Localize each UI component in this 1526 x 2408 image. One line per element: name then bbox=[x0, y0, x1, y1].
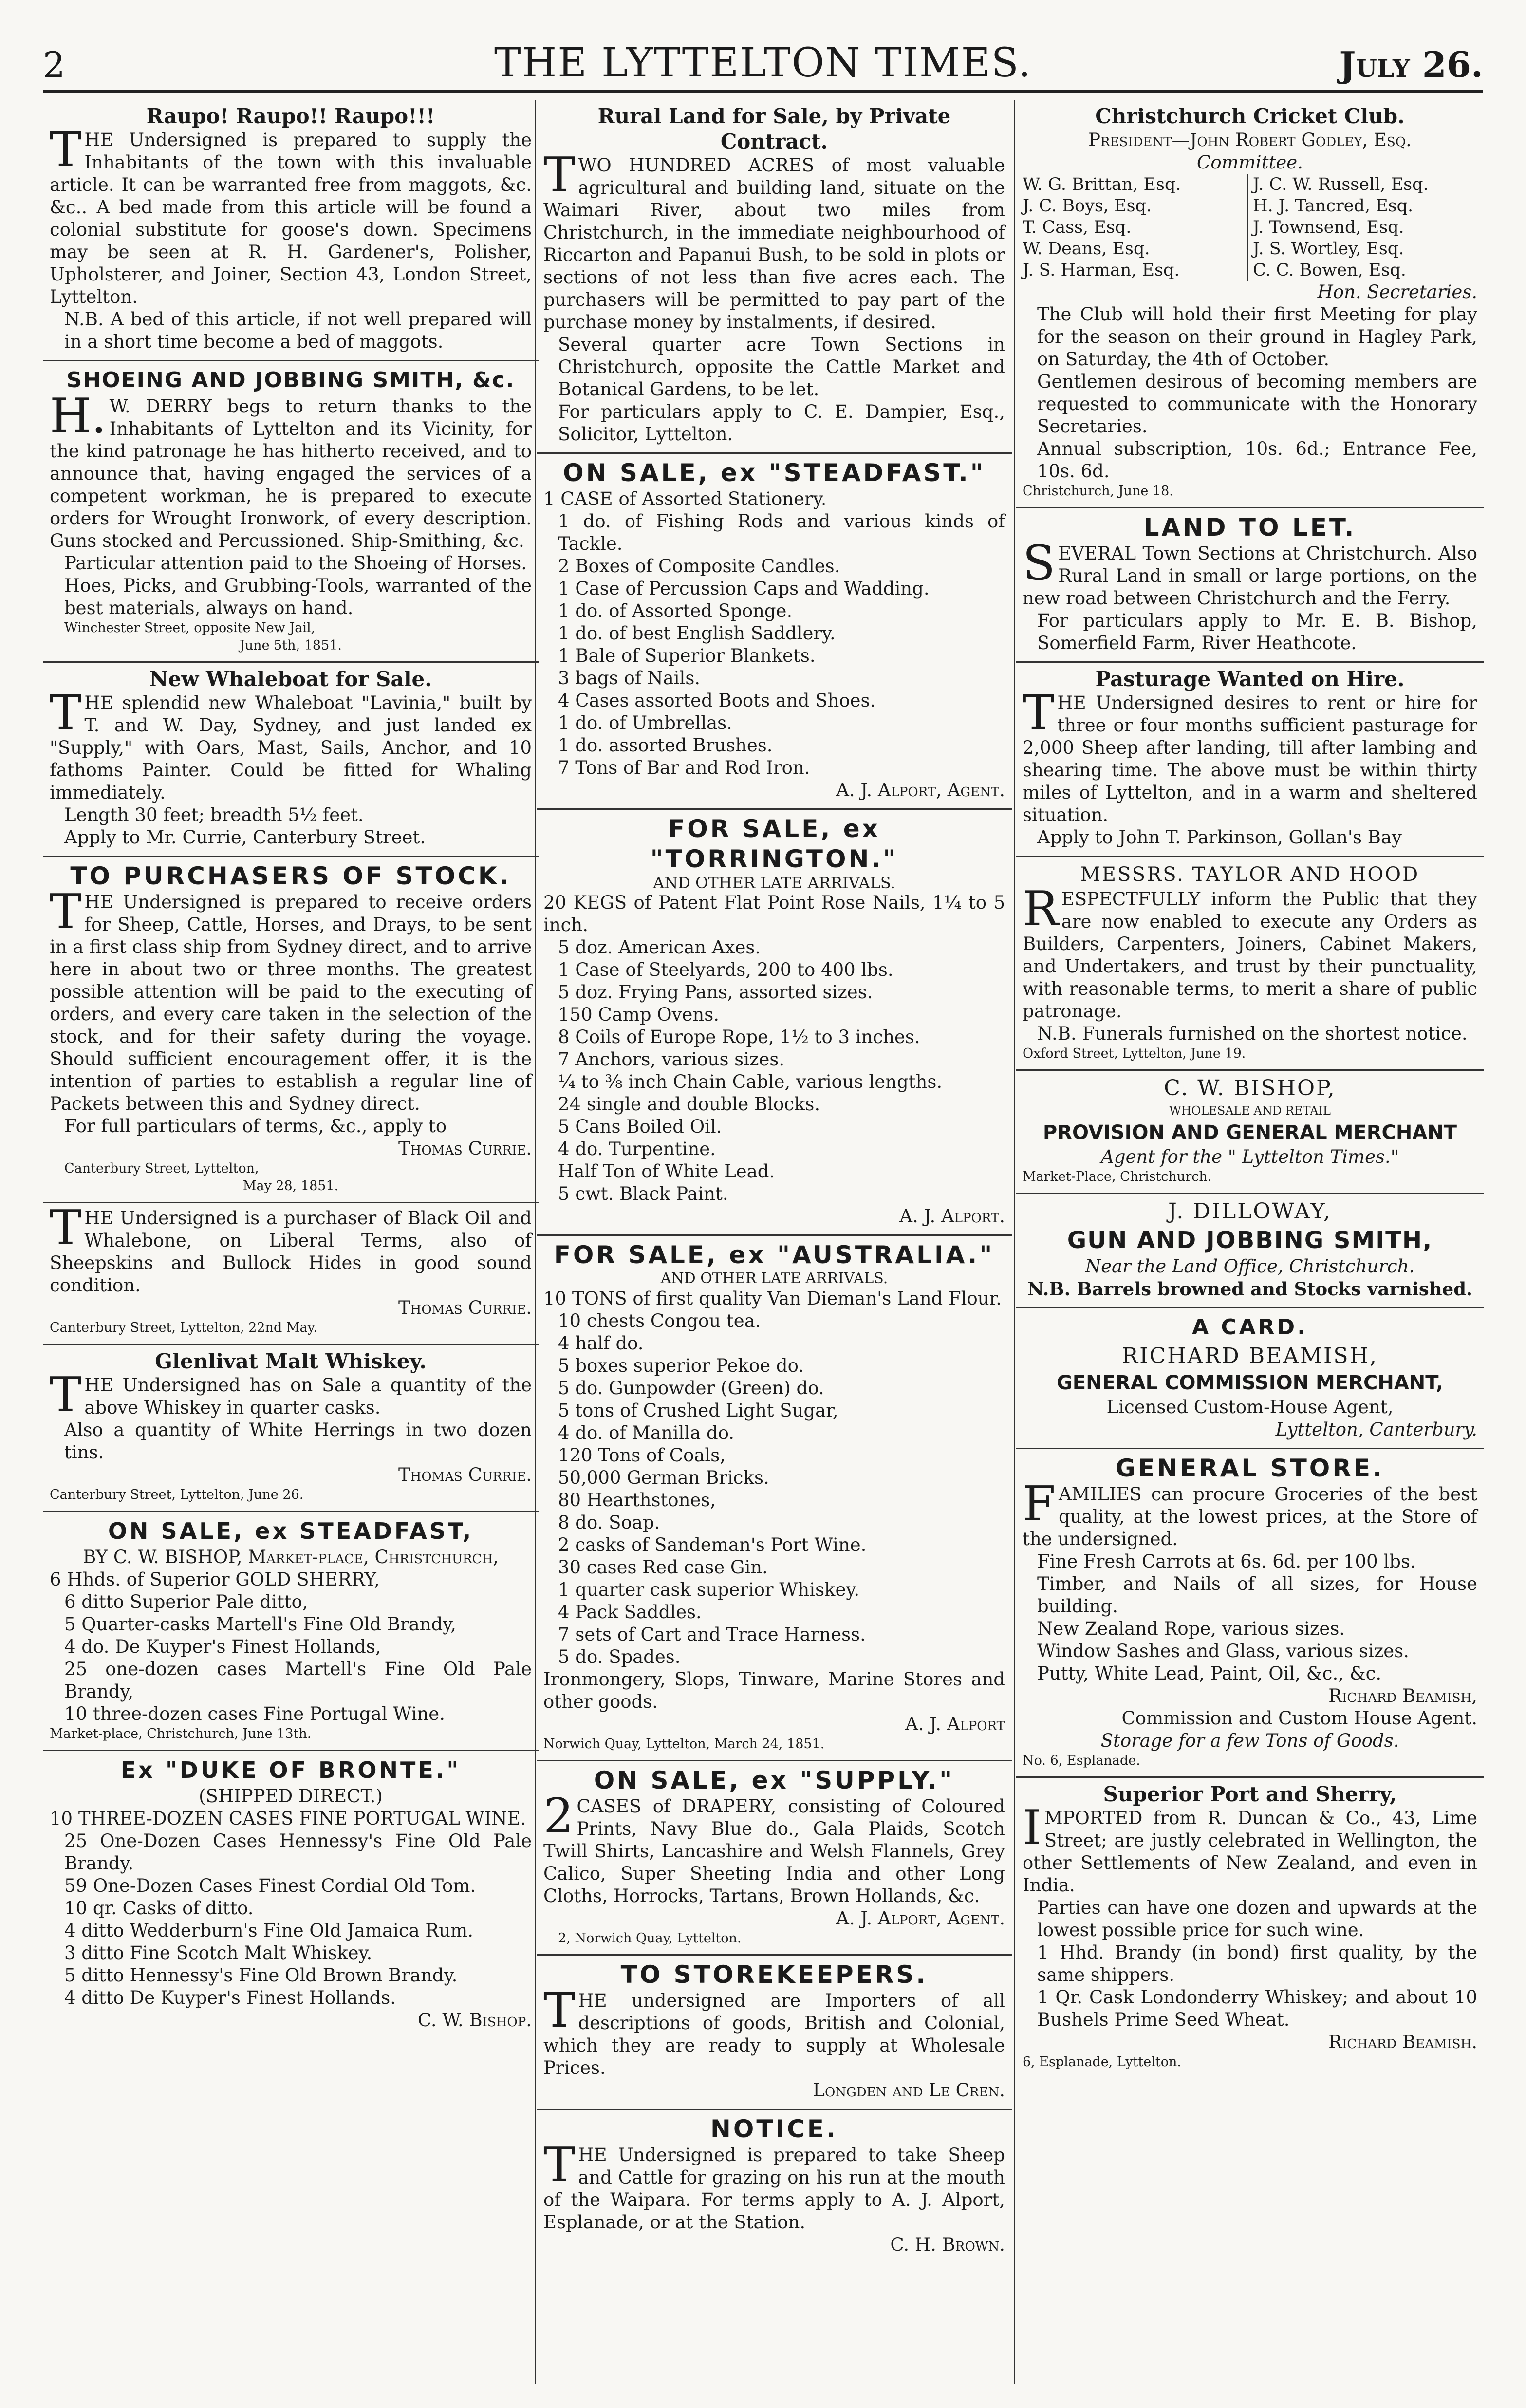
ad-text: Length 30 feet; breadth 5½ feet. bbox=[64, 804, 364, 825]
list-item: J. C. W. Russell, Esq. bbox=[1253, 175, 1429, 194]
ad-body: THE Undersigned has on Sale a quantity of the above Whiskey in quarter casks. bbox=[50, 1367, 532, 1423]
ad-item: 1 CASE of Assorted Stationery. bbox=[543, 488, 827, 509]
list-item: C. C. Bowen, Esq. bbox=[1253, 261, 1406, 280]
ad-item: 7 sets of Cart and Trace Harness. bbox=[558, 1624, 866, 1645]
ad-address: Christchurch, June 18. bbox=[1023, 484, 1173, 499]
ad-president: President—John Robert Godley, Esq. bbox=[1088, 130, 1412, 150]
ad-subtitle: AND OTHER LATE ARRIVALS. bbox=[653, 874, 895, 892]
ad-address: Norwich Quay, Lyttelton, March 24, 1851. bbox=[543, 1736, 825, 1752]
ad-signature: A. J. Alport bbox=[905, 1714, 1005, 1735]
ad-item: 4 Cases assorted Boots and Shoes. bbox=[558, 690, 876, 711]
ad-item: 5 cwt. Black Paint. bbox=[558, 1183, 728, 1204]
committee-left bbox=[1023, 174, 1247, 281]
ad-item: 5 doz. American Axes. bbox=[558, 937, 761, 958]
ad-item: 5 do. Spades. bbox=[558, 1646, 681, 1667]
ad-signature: Richard Beamish. bbox=[1328, 2032, 1477, 2053]
ad-trade: GENERAL COMMISSION MERCHANT, bbox=[1056, 1372, 1444, 1394]
ad-signature: Thomas Currie. bbox=[398, 1138, 532, 1159]
ad-item: 5 boxes superior Pekoe do. bbox=[558, 1355, 804, 1376]
ad-body: THE Undersigned is prepared to take Sheep and Cattle for grazing on his run at the mouth of the Waipara. For terms apply to A. J. Alport, Esplanade, or at the Station. bbox=[543, 2137, 1005, 2233]
ad-subtitle: WHOLESALE AND RETAIL bbox=[1169, 1104, 1331, 1118]
ad-storekeepers bbox=[537, 1956, 1012, 2110]
ad-item: Ironmongery, Slops, Tinware, Marine Stores and other goods. bbox=[543, 1669, 1005, 1712]
ad-item: 1 do. of Fishing Rods and various kinds of Tackle. bbox=[558, 511, 1005, 554]
ad-title: NOTICE. bbox=[710, 2115, 838, 2143]
ad-signature: Thomas Currie. bbox=[398, 1464, 532, 1485]
ad-oil bbox=[43, 1200, 539, 1345]
ad-title: Superior Port and Sherry, bbox=[1103, 1782, 1397, 1806]
ad-item: Fine Fresh Carrots at 6s. 6d. per 100 lbs. bbox=[1037, 1551, 1416, 1572]
masthead bbox=[43, 29, 1483, 93]
ad-signature: Thomas Currie. bbox=[398, 1297, 532, 1318]
ad-note: N.B. A bed of this article, if not well prepared will in a short time become a bed of maggots. bbox=[64, 309, 532, 352]
ad-address: 6, Esplanade, Lyttelton. bbox=[1023, 2054, 1181, 2070]
ad-text: For full particulars of terms, &c., apply to bbox=[64, 1116, 447, 1137]
newspaper-title: THE LYTTELTON TIMES. bbox=[494, 40, 1032, 86]
ad-item: 4 Pack Saddles. bbox=[558, 1602, 702, 1623]
ad-title: FOR SALE, ex "TORRINGTON." bbox=[650, 815, 898, 873]
ad-item: New Zealand Rope, various sizes. bbox=[1037, 1618, 1345, 1639]
ad-steadfast-sherry bbox=[43, 1512, 539, 1751]
ad-body: RESPECTFULLY inform the Public that they are now enabled to execute any Orders as Builders, Carpenters, Joiners, Cabinet Makers, and Undertakers, and trust by their punctuality, with reasonable terms, to merit a share of public patronage. bbox=[1023, 881, 1477, 1022]
ad-item: 59 One-Dozen Cases Finest Cordial Old Tom. bbox=[64, 1875, 476, 1896]
ad-text: Gentlemen desirous of becoming members are requested to communicate with the Honorary Secretaries. bbox=[1037, 371, 1477, 437]
ad-item: 10 THREE-DOZEN CASES FINE PORTUGAL WINE. bbox=[50, 1808, 526, 1829]
ad-item: 6 ditto Superior Pale ditto, bbox=[64, 1591, 308, 1612]
ad-body: THE Undersigned is prepared to receive orders for Sheep, Cattle, Horses, and Drays, to be sent in a first class ship from Sydney direct, and to arrive here in about two or three months. The greatest possible attention will be paid to the executing of orders, and every care taken in the selection of the stock, and for their safety during the voyage. Should sufficient encouragement offer, it is the intention of parties to establish a regular line of Packets between this and Sydney direct. bbox=[50, 884, 532, 1114]
ad-item: 10 chests Congou tea. bbox=[558, 1310, 761, 1331]
ad-general-store bbox=[1016, 1449, 1484, 1778]
ad-item: 3 bags of Nails. bbox=[558, 668, 701, 689]
ad-body: THE splendid new Whaleboat "Lavinia," built by T. and W. Day, Sydney, and just landed ex "Supply," with Oars, Mast, Sails, Anchor, and 10 fathoms Painter. Could be fitted for Whaling immediately. bbox=[50, 685, 532, 803]
ad-text: Parties can have one dozen and upwards at the lowest possible price for such wine. bbox=[1037, 1897, 1477, 1941]
list-item: J. C. Boys, Esq. bbox=[1023, 196, 1152, 216]
ad-signature: A. J. Alport. bbox=[899, 1206, 1005, 1227]
ad-item: 8 do. Soap. bbox=[558, 1512, 660, 1533]
ad-item: 25 One-Dozen Cases Hennessy's Fine Old Pale Brandy. bbox=[64, 1830, 532, 1874]
ad-note: N.B. Barrels browned and Stocks varnished. bbox=[1027, 1278, 1472, 1300]
ad-item: 25 one-dozen cases Martell's Fine Old Pale Brandy, bbox=[64, 1659, 532, 1702]
ad-supply bbox=[537, 1761, 1012, 1956]
ad-taylor-hood bbox=[1016, 857, 1484, 1071]
ad-item: Half Ton of White Lead. bbox=[558, 1161, 775, 1182]
ad-address: Market-place, Christchurch, June 13th. bbox=[50, 1726, 312, 1741]
ad-address: Market-Place, Christchurch. bbox=[1023, 1169, 1212, 1184]
ad-item: 5 tons of Crushed Light Sugar, bbox=[558, 1400, 838, 1421]
ad-item: 120 Tons of Coals, bbox=[558, 1445, 726, 1466]
column-2 bbox=[537, 100, 1012, 2384]
list-item: J. S. Wortley, Esq. bbox=[1253, 239, 1404, 259]
ad-item: 5 Quarter-casks Martell's Fine Old Brandy, bbox=[64, 1614, 456, 1635]
list-item: W. Deans, Esq. bbox=[1023, 239, 1150, 259]
ad-item: 1 quarter cask superior Whiskey. bbox=[558, 1579, 860, 1600]
ad-body: SEVERAL Town Sections at Christchurch. Also Rural Land in small or large portions, on the new road between Christchurch and the Ferry. bbox=[1023, 536, 1477, 609]
ad-steadfast bbox=[537, 454, 1012, 810]
ad-address: Canterbury Street, Lyttelton, June 26. bbox=[50, 1487, 304, 1502]
ad-body: 2CASES of DRAPERY, consisting of Coloured Prints, Navy Blue do., Gala Plaids, Scotch Twill Shirts, Lancashire and Welsh Flannels, Grey Calico, Super Sheeting India and other Long Cloths, Horrocks, Tartans, Brown Hollands, &c. bbox=[543, 1789, 1005, 1906]
ad-text: For particulars apply to Mr. E. B. Bishop, Somerfield Farm, River Heathcote. bbox=[1037, 610, 1477, 653]
ad-item: 3 ditto Fine Scotch Malt Whiskey. bbox=[64, 1942, 372, 1963]
ad-title: ON SALE, ex "SUPPLY." bbox=[594, 1766, 955, 1794]
ad-item: 10 three-dozen cases Fine Portugal Wine. bbox=[64, 1703, 445, 1724]
ad-text: 1 Hhd. Brandy (in bond) first quality, by the same shippers. bbox=[1037, 1942, 1477, 1985]
ad-address: Oxford Street, Lyttelton, June 19. bbox=[1023, 1046, 1246, 1061]
ad-title: Ex "DUKE OF BRONTE." bbox=[120, 1757, 461, 1783]
ad-signature-title: Commission and Custom House Agent. bbox=[1121, 1708, 1477, 1729]
ad-raupo bbox=[43, 100, 539, 361]
ad-licence: Licensed Custom-House Agent, bbox=[1106, 1397, 1394, 1418]
ad-item: 5 doz. Frying Pans, assorted sizes. bbox=[558, 982, 873, 1003]
ad-title: A CARD. bbox=[1192, 1315, 1308, 1340]
ad-title: Glenlivat Malt Whiskey. bbox=[155, 1349, 427, 1373]
ad-title: Raupo! Raupo!! Raupo!!! bbox=[146, 104, 435, 128]
committee-list bbox=[1023, 174, 1477, 281]
ad-committee-label: Committee. bbox=[1197, 152, 1303, 173]
list-item: T. Cass, Esq. bbox=[1023, 218, 1132, 237]
ad-card bbox=[1016, 1308, 1484, 1449]
ad-item: 4 ditto Wedderburn's Fine Old Jamaica Rum. bbox=[64, 1920, 473, 1941]
ad-item: 10 TONS of first quality Van Dieman's Land Flour. bbox=[543, 1288, 1002, 1309]
ad-title: J. DILLOWAY, bbox=[1168, 1199, 1332, 1224]
ad-item: 7 Tons of Bar and Rod Iron. bbox=[558, 757, 810, 778]
ad-text: Particular attention paid to the Shoeing of Horses. bbox=[64, 553, 527, 574]
ad-place: Lyttelton, Canterbury. bbox=[1275, 1419, 1477, 1440]
ad-item: 4 do. Turpentine. bbox=[558, 1139, 716, 1159]
ad-text: Several quarter acre Town Sections in Christchurch, opposite the Cattle Market and Botanical Gardens, to be let. bbox=[558, 334, 1005, 400]
ad-body: TWO HUNDRED ACRES of most valuable agricultural and building land, situate on the Waimari River, about two miles from Christchurch, in the immediate neighbourhood of Riccarton and Papanui Bush, to be sold in plots or sections of not less than five acres each. The purchasers will be permitted to pay part of the purchase money by instalments, if desired. bbox=[543, 148, 1005, 333]
ad-title: ON SALE, ex "STEADFAST." bbox=[563, 459, 986, 487]
ad-item: ¼ to ⅜ inch Chain Cable, various lengths. bbox=[558, 1071, 943, 1092]
ad-address: No. 6, Esplanade. bbox=[1023, 1753, 1140, 1768]
ad-item: 80 Hearthstones, bbox=[558, 1490, 716, 1511]
ad-trade: GUN AND JOBBING SMITH, bbox=[1067, 1227, 1433, 1254]
committee-right bbox=[1247, 174, 1477, 281]
ad-address: Winchester Street, opposite New Jail, bbox=[64, 620, 316, 635]
ad-item: 50,000 German Bricks. bbox=[558, 1467, 769, 1488]
ad-signature: A. J. Alport, Agent. bbox=[836, 780, 1005, 801]
ad-signature: C. H. Brown. bbox=[890, 2234, 1005, 2255]
ad-item: Timber, and Nails of all sizes, for House building. bbox=[1037, 1573, 1477, 1617]
ad-item: 2 Boxes of Composite Candles. bbox=[558, 556, 840, 577]
ad-body: THE Undersigned desires to rent or hire for three or four months sufficient pasturage for 2,000 Sheep after landing, till after lambing and shearing time. The above must be within thirty miles of Lyttelton, and in a warm and sheltered situation. bbox=[1023, 685, 1477, 825]
ad-item: 4 do. of Manilla do. bbox=[558, 1422, 735, 1443]
ad-item: 5 do. Gunpowder (Green) do. bbox=[558, 1378, 824, 1399]
ad-item: 4 ditto De Kuyper's Finest Hollands. bbox=[64, 1987, 396, 2008]
ad-body: THE Undersigned is prepared to supply the Inhabitants of the town with this invaluable article. It can be warranted free from maggots, &c. &c.. A bed made from this article will be found a colonial substitute for goose's down. Specimens may be seen at R. H. Gardener's, Polisher, Upholsterer, and Joiner, Section 43, London Street, Lyttelton. bbox=[50, 122, 532, 307]
ad-title: LAND TO LET. bbox=[1143, 513, 1357, 541]
ad-subtitle: (SHIPPED DIRECT.) bbox=[199, 1786, 383, 1807]
ad-title: TO STOREKEEPERS. bbox=[620, 1960, 928, 1989]
ad-text: Apply to Mr. Currie, Canterbury Street. bbox=[64, 827, 426, 848]
ad-address: Canterbury Street, Lyttelton, bbox=[64, 1161, 259, 1176]
ad-item: 5 ditto Hennessy's Fine Old Brown Brandy. bbox=[64, 1965, 458, 1986]
list-item: J. S. Harman, Esq. bbox=[1023, 261, 1180, 280]
ad-trade: PROVISION AND GENERAL MERCHANT bbox=[1042, 1121, 1457, 1144]
list-item: W. G. Brittan, Esq. bbox=[1023, 175, 1181, 194]
ad-pasturage bbox=[1016, 663, 1484, 857]
ad-signature: Longden and Le Cren. bbox=[813, 2080, 1005, 2101]
ad-item: 1 do. assorted Brushes. bbox=[558, 735, 773, 756]
ad-dilloway bbox=[1016, 1194, 1484, 1308]
ad-signature: Richard Beamish, bbox=[1328, 1685, 1477, 1706]
ad-note: N.B. Funerals furnished on the shortest notice. bbox=[1037, 1023, 1468, 1044]
ad-title: New Whaleboat for Sale. bbox=[149, 667, 432, 691]
ad-item: 1 Bale of Superior Blankets. bbox=[558, 645, 816, 666]
ad-land-to-let bbox=[1016, 508, 1484, 663]
ad-date: May 28, 1851. bbox=[242, 1178, 339, 1194]
ad-bishop bbox=[1016, 1071, 1484, 1194]
ad-body: FAMILIES can procure Groceries of the best quality, at the lowest prices, at the Store of the undersigned. bbox=[1023, 1476, 1477, 1549]
ad-body: THE undersigned are Importers of all descriptions of goods, British and Colonial, which they are ready to supply at Wholesale Prices. bbox=[543, 1983, 1005, 2078]
ad-stock bbox=[43, 857, 539, 1203]
ad-seller: BY C. W. BISHOP, Market-place, Christchurch, bbox=[83, 1547, 499, 1568]
ad-body: THE Undersigned is a purchaser of Black Oil and Whalebone, on Liberal Terms, also of Sheepskins and Bullock Hides in good sound condition. bbox=[50, 1200, 532, 1296]
ad-item: 24 single and double Blocks. bbox=[558, 1094, 820, 1115]
ad-title: Rural Land for Sale, by Private Contract. bbox=[597, 104, 951, 153]
ad-title: C. W. BISHOP, bbox=[1164, 1076, 1336, 1101]
ad-body: IMPORTED from R. Duncan & Co., 43, Lime Street; are justly celebrated in Wellington, the other Settlements of New Zealand, and even in India. bbox=[1023, 1800, 1477, 1896]
ad-body: H.W. DERRY begs to return thanks to the Inhabitants of Lyttelton and its Vicinity, for the kind patronage he has hitherto received, and to announce that, having engaged the services of a competent workman, he is prepared to execute orders for Wrought Ironwork, of every description. Guns stocked and Percussioned. Ship-Smithing, &c. bbox=[50, 389, 532, 551]
ad-item: 8 Coils of Europe Rope, 1½ to 3 inches. bbox=[558, 1027, 920, 1047]
page-number: 2 bbox=[43, 44, 65, 85]
ad-item: 1 do. of best English Saddlery. bbox=[558, 623, 836, 644]
ad-item: 1 do. of Assorted Sponge. bbox=[558, 600, 793, 621]
ad-date: June 5th, 1851. bbox=[239, 638, 342, 653]
ad-address: 2, Norwich Quay, Lyttelton. bbox=[558, 1931, 742, 1946]
ad-whaleboat bbox=[43, 663, 539, 857]
ad-item: 10 qr. Casks of ditto. bbox=[64, 1898, 254, 1919]
ad-item: 20 KEGS of Patent Flat Point Rose Nails, 1¼ to 5 inch. bbox=[543, 892, 1005, 935]
ad-secretaries: Hon. Secretaries. bbox=[1317, 281, 1477, 302]
list-item: J. Townsend, Esq. bbox=[1253, 218, 1404, 237]
ad-storage: Storage for a few Tons of Goods. bbox=[1100, 1730, 1399, 1751]
ad-title: GENERAL STORE. bbox=[1116, 1454, 1384, 1482]
ad-title: MESSRS. TAYLOR AND HOOD bbox=[1080, 863, 1420, 886]
column-1 bbox=[43, 100, 539, 2384]
ad-body: The Club will hold their first Meeting for play for the season on their ground in Hagley Park, on Saturday, the 4th of October. bbox=[1037, 304, 1477, 370]
ad-bronte bbox=[43, 1751, 539, 2038]
ad-text: Apply to John T. Parkinson, Gollan's Bay bbox=[1037, 827, 1402, 848]
issue-date: July 26. bbox=[1339, 44, 1483, 85]
ad-australia bbox=[537, 1236, 1012, 1761]
ad-item: 2 casks of Sandeman's Port Wine. bbox=[558, 1534, 867, 1555]
ad-notice bbox=[537, 2110, 1012, 2263]
ad-item: 150 Camp Ovens. bbox=[558, 1004, 719, 1025]
ad-smith bbox=[43, 361, 539, 663]
ad-item: Putty, White Lead, Paint, Oil, &c., &c. bbox=[1037, 1663, 1382, 1684]
ad-location: Near the Land Office, Christchurch. bbox=[1085, 1256, 1415, 1277]
ad-cricket-club bbox=[1016, 100, 1484, 508]
ad-title: Christchurch Cricket Club. bbox=[1095, 104, 1405, 128]
ad-item: 1 Case of Steelyards, 200 to 400 lbs. bbox=[558, 959, 893, 980]
ad-text: For particulars apply to C. E. Dampier, Esq., Solicitor, Lyttelton. bbox=[558, 401, 1005, 445]
column-rule bbox=[1014, 100, 1015, 2384]
list-item: H. J. Tancred, Esq. bbox=[1253, 196, 1414, 216]
ad-text: Annual subscription, 10s. 6d.; Entrance Fee, 10s. 6d. bbox=[1037, 438, 1477, 482]
ad-whiskey bbox=[43, 1345, 539, 1512]
ad-item: 30 cases Red case Gin. bbox=[558, 1557, 768, 1578]
ad-subtitle: AND OTHER LATE ARRIVALS. bbox=[660, 1270, 888, 1287]
column-3 bbox=[1016, 100, 1484, 2384]
ad-signature: C. W. Bishop. bbox=[417, 2010, 532, 2031]
ad-item: 7 Anchors, various sizes. bbox=[558, 1049, 785, 1070]
ad-port-sherry bbox=[1016, 1778, 1484, 2078]
ad-address: Canterbury Street, Lyttelton, 22nd May. bbox=[50, 1320, 317, 1335]
ad-item: 4 half do. bbox=[558, 1333, 644, 1354]
ad-torrington bbox=[537, 810, 1012, 1236]
ad-item: 1 Case of Percussion Caps and Wadding. bbox=[558, 578, 930, 599]
ad-text: Also a quantity of White Herrings in two dozen tins. bbox=[64, 1419, 532, 1463]
ad-rural-land bbox=[537, 100, 1012, 454]
ad-item: 4 do. De Kuyper's Finest Hollands, bbox=[64, 1636, 381, 1657]
ad-agent: Agent for the " Lyttelton Times." bbox=[1101, 1146, 1399, 1167]
ad-name: RICHARD BEAMISH, bbox=[1122, 1344, 1378, 1368]
ad-text: 1 Qr. Cask Londonderry Whiskey; and about 10 Bushels Prime Seed Wheat. bbox=[1037, 1987, 1477, 2030]
ad-title: FOR SALE, ex "AUSTRALIA." bbox=[554, 1241, 995, 1269]
ad-item: 5 Cans Boiled Oil. bbox=[558, 1116, 722, 1137]
ad-signature: A. J. Alport, Agent. bbox=[836, 1908, 1005, 1929]
ad-item: 1 do. of Umbrellas. bbox=[558, 712, 732, 733]
ad-title: SHOEING AND JOBBING SMITH, &c. bbox=[66, 368, 515, 392]
ad-item: Window Sashes and Glass, various sizes. bbox=[1037, 1641, 1409, 1661]
ad-item: 6 Hhds. of Superior GOLD SHERRY, bbox=[50, 1569, 380, 1590]
ad-title: Pasturage Wanted on Hire. bbox=[1095, 667, 1405, 691]
ad-title: ON SALE, ex STEADFAST, bbox=[108, 1518, 474, 1544]
ad-text: Hoes, Picks, and Grubbing-Tools, warranted of the best materials, always on hand. bbox=[64, 575, 532, 618]
ad-title: TO PURCHASERS OF STOCK. bbox=[70, 862, 511, 890]
